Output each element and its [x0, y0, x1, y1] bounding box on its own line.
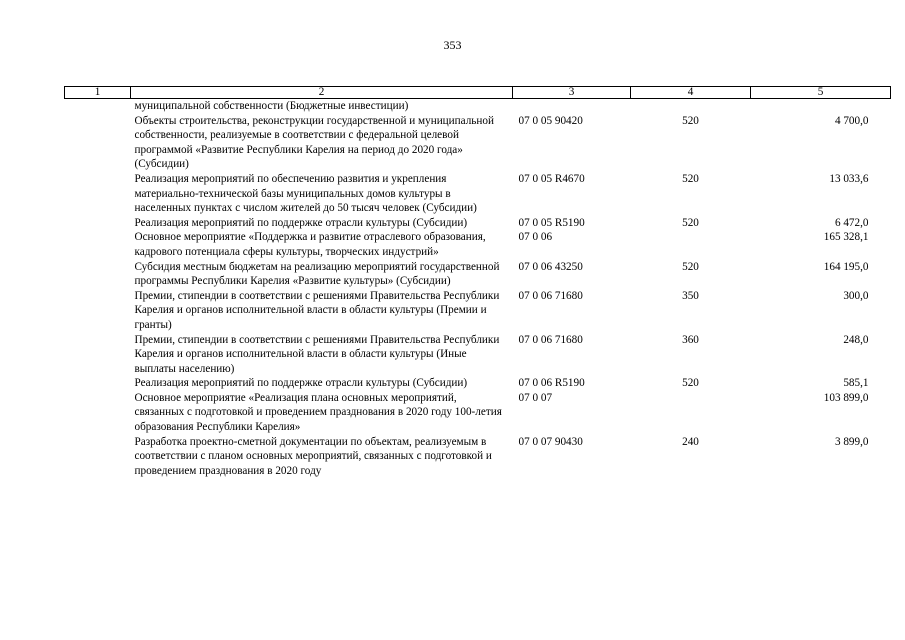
row-type-cell [631, 230, 751, 259]
table-row [65, 391, 891, 435]
row-spacer-cell [65, 435, 131, 479]
row-name-cell: Основное мероприятие «Реализация плана основных мероприятий, связанных с подготовкой и проведением празднования в 2020 году 100-летия образования Республики Карелия» [134, 391, 502, 434]
column-header-3: 3 [513, 87, 631, 99]
row-code-cell: 07 0 06 R5190 [518, 377, 585, 390]
row-type-cell [631, 391, 751, 435]
row-code-cell: 07 0 05 R5190 [518, 216, 585, 229]
row-name-cell: Реализация мероприятий по обеспечению развития и укрепления материально-технической базы муниципальных домов культуры в населенных пунктах с числом жителей до 50 тысяч человек (Субсидии) [134, 172, 477, 215]
budget-table [64, 86, 891, 478]
page-number: 353 [443, 38, 462, 52]
row-amount-cell: 4 700,0 [834, 114, 869, 127]
row-spacer-cell [65, 230, 131, 259]
row-name-cell: Реализация мероприятий по поддержке отрасли культуры (Субсидии) [134, 216, 468, 229]
row-spacer-cell [65, 172, 131, 216]
row-name-cell: Премии, стипендии в соответствии с решениями Правительства Республики Карелия и органов исполнительной власти в области культуры (Иные выплаты населению) [134, 333, 500, 375]
table-row [65, 333, 891, 377]
row-type-cell: 520 [682, 260, 699, 273]
row-amount-cell: 585,1 [843, 377, 869, 390]
row-spacer-cell [65, 391, 131, 435]
row-type-cell: 240 [682, 435, 699, 448]
row-code-cell [513, 99, 631, 114]
row-type-cell: 520 [682, 377, 699, 390]
row-amount-cell: 3 899,0 [834, 435, 869, 448]
row-spacer-cell [65, 289, 131, 333]
row-code-cell: 07 0 05 90420 [518, 114, 583, 127]
row-name-cell: Основное мероприятие «Поддержка и развитие отраслевого образования, кадрового потенциала сферы культуры, творческих индустрий» [134, 231, 486, 258]
row-spacer-cell [65, 333, 131, 377]
row-code-cell: 07 0 06 43250 [518, 260, 583, 273]
row-spacer-cell [65, 216, 131, 231]
row-amount-cell: 300,0 [843, 289, 869, 302]
row-code-cell: 07 0 07 90430 [518, 435, 583, 448]
row-name-cell: Объекты строительства, реконструкции государственной и муниципальной собственности, реализуемые в соответствии с федеральной целевой программой «Развитие Республики Карелия на период до 2020 года» (Субсидии) [134, 114, 494, 171]
row-amount-cell: 248,0 [843, 333, 869, 346]
row-code-cell: 07 0 07 [518, 391, 553, 404]
column-header-5: 5 [751, 87, 891, 99]
row-code-cell: 07 0 06 [518, 231, 553, 244]
row-code-cell: 07 0 06 71680 [518, 333, 583, 346]
row-spacer-cell [65, 99, 131, 114]
row-name-cell: Разработка проектно-сметной документации по объектам, реализуемым в соответствии с планом основных мероприятий, связанных с подготовкой и проведением празднования в 2020 году [134, 435, 492, 477]
column-header-1: 1 [65, 87, 131, 99]
row-amount-cell [751, 99, 891, 114]
table-row [65, 114, 891, 172]
row-name-cell: муниципальной собственности (Бюджетные инвестиции) [134, 100, 409, 112]
table-row [65, 172, 891, 216]
row-name-cell: Реализация мероприятий по поддержке отрасли культуры (Субсидии) [134, 377, 468, 390]
table-row [65, 435, 891, 479]
row-spacer-cell [65, 376, 131, 391]
row-spacer-cell [65, 260, 131, 289]
table-row [65, 230, 891, 259]
row-name-cell: Премии, стипендии в соответствии с решениями Правительства Республики Карелия и органов исполнительной власти в области культуры (Премии и гранты) [134, 289, 500, 331]
column-number-row [65, 87, 891, 99]
row-name-cell: Субсидия местным бюджетам на реализацию мероприятий государственной программы Республики Карелия «Развитие культуры» (Субсидии) [134, 260, 500, 288]
table-row [65, 260, 891, 289]
row-spacer-cell [65, 114, 131, 172]
table-row [65, 99, 891, 114]
table-row [65, 376, 891, 391]
row-amount-cell: 6 472,0 [834, 216, 869, 229]
row-amount-cell: 165 328,1 [823, 231, 869, 244]
row-amount-cell: 13 033,6 [829, 172, 869, 185]
row-code-cell: 07 0 05 R4670 [518, 172, 585, 185]
row-type-cell: 520 [682, 172, 699, 185]
column-header-4: 4 [631, 87, 751, 99]
row-type-cell [631, 99, 751, 114]
column-header-2: 2 [131, 87, 513, 99]
row-type-cell: 520 [682, 114, 699, 127]
table-row [65, 289, 891, 333]
row-type-cell: 360 [682, 333, 699, 346]
row-type-cell: 520 [682, 216, 699, 229]
row-amount-cell: 103 899,0 [823, 391, 869, 404]
table-row [65, 216, 891, 231]
row-amount-cell: 164 195,0 [823, 260, 869, 273]
row-type-cell: 350 [682, 289, 699, 302]
row-code-cell: 07 0 06 71680 [518, 289, 583, 302]
